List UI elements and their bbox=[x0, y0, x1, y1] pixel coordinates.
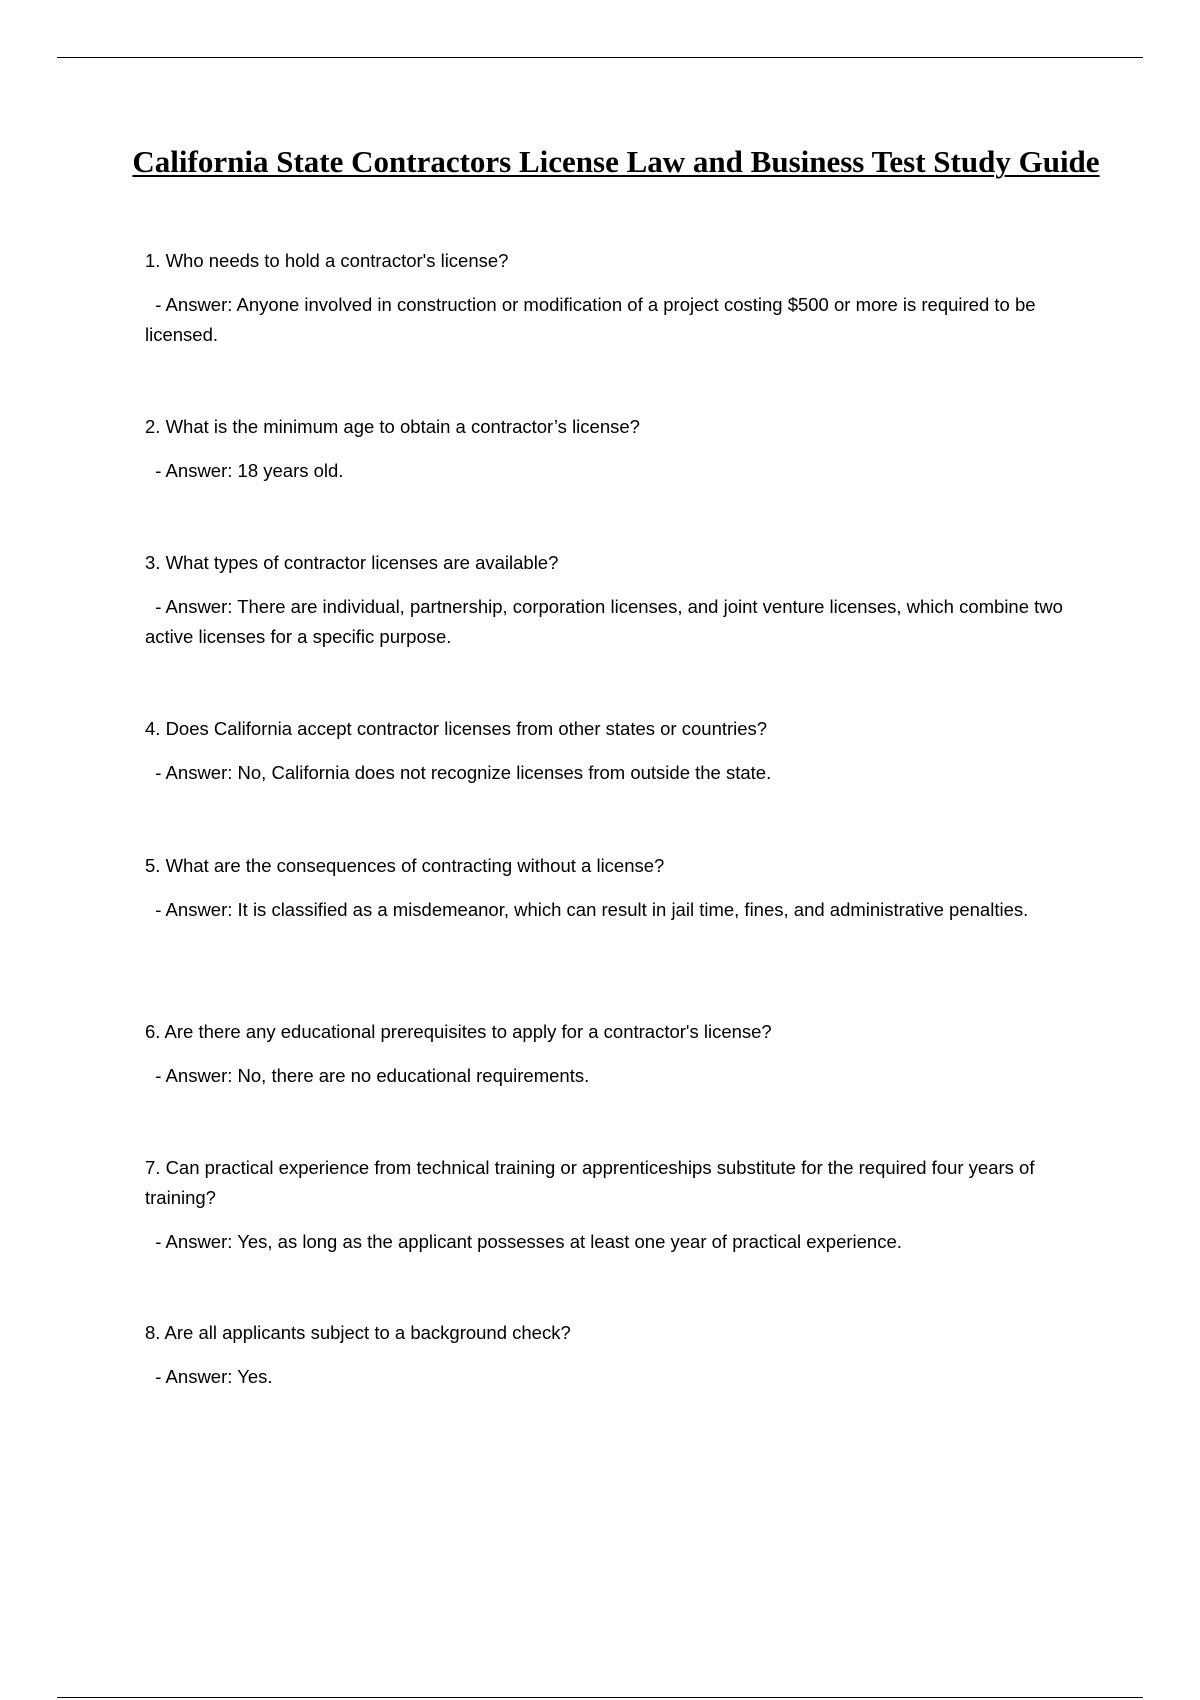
qa-item-5 bbox=[145, 851, 1070, 925]
answer-text: - Answer: Anyone involved in construction or modification of a project costing $500 or more is required to be licensed. bbox=[145, 294, 1036, 345]
answer-text: - Answer: Yes. bbox=[155, 1366, 273, 1387]
document-title: California State Contractors License Law and Business Test Study Guide bbox=[132, 144, 1100, 179]
question-text: 5. What are the consequences of contracting without a license? bbox=[145, 855, 665, 876]
question-text: 2. What is the minimum age to obtain a contractor’s license? bbox=[145, 416, 640, 437]
qa-item-6 bbox=[145, 1017, 1070, 1091]
question-text: 8. Are all applicants subject to a background check? bbox=[145, 1322, 571, 1343]
answer-text: - Answer: No, California does not recognize licenses from outside the state. bbox=[155, 762, 772, 783]
qa-item-8 bbox=[145, 1318, 1070, 1392]
qa-item-1 bbox=[145, 246, 1070, 350]
answer-text: - Answer: No, there are no educational requirements. bbox=[155, 1065, 590, 1086]
question-text: 7. Can practical experience from technical training or apprenticeships substitute for the required four years of training? bbox=[145, 1157, 1035, 1208]
top-divider bbox=[57, 57, 1143, 58]
question-text: 1. Who needs to hold a contractor's license? bbox=[145, 250, 509, 271]
answer-text: - Answer: It is classified as a misdemeanor, which can result in jail time, fines, and administrative penalties. bbox=[155, 899, 1029, 920]
qa-item-2 bbox=[145, 412, 1070, 486]
answer-text: - Answer: There are individual, partnership, corporation licenses, and joint venture licenses, which combine two active licenses for a specific purpose. bbox=[145, 596, 1063, 647]
question-text: 6. Are there any educational prerequisites to apply for a contractor's license? bbox=[145, 1021, 772, 1042]
qa-item-7 bbox=[145, 1153, 1070, 1257]
answer-text: - Answer: 18 years old. bbox=[155, 460, 344, 481]
answer-text: - Answer: Yes, as long as the applicant possesses at least one year of practical experience. bbox=[155, 1231, 902, 1252]
qa-item-4 bbox=[145, 714, 1070, 788]
qa-item-3 bbox=[145, 548, 1070, 652]
bottom-divider bbox=[57, 1697, 1143, 1698]
question-text: 3. What types of contractor licenses are available? bbox=[145, 552, 559, 573]
question-text: 4. Does California accept contractor licenses from other states or countries? bbox=[145, 718, 768, 739]
